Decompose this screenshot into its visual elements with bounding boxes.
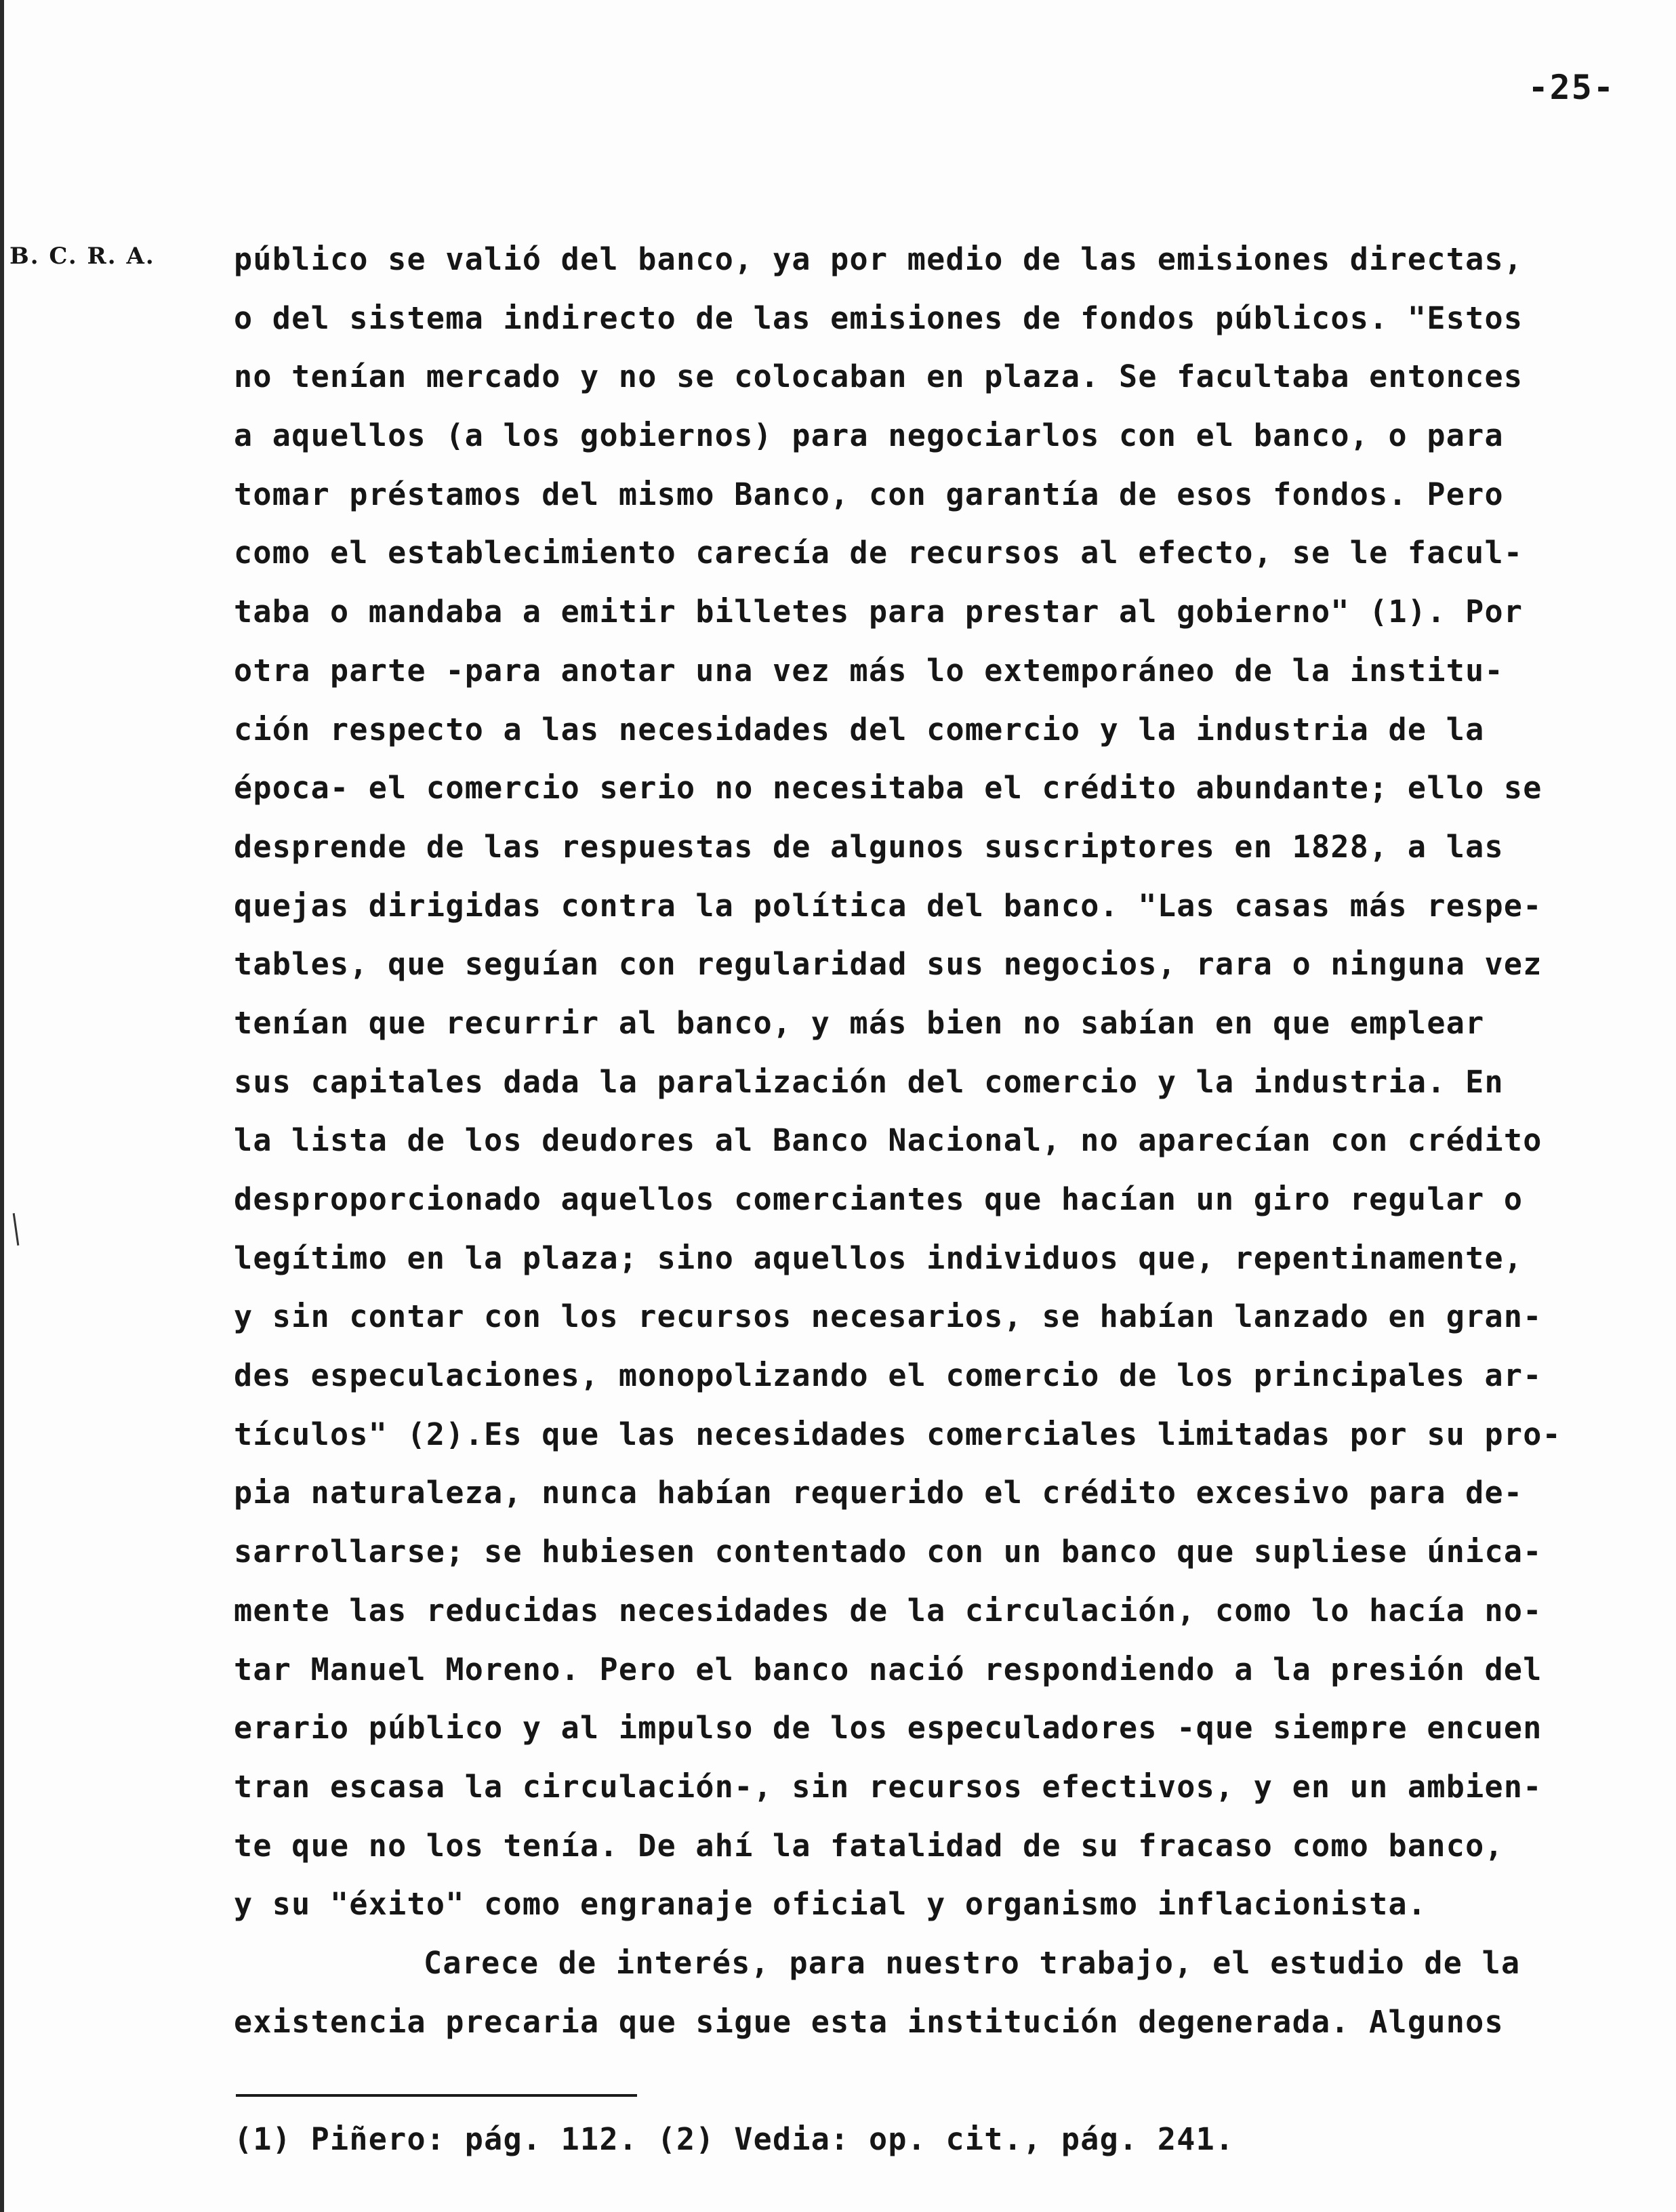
text-line: sus capitales dada la paralización del comercio y la industria. En <box>234 1063 1504 1100</box>
text-line: la lista de los deudores al Banco Nacional, no aparecían con crédito <box>234 1122 1542 1159</box>
margin-mark <box>13 1213 20 1246</box>
text-line: te que no los tenía. De ahí la fatalidad de su fracaso como banco, <box>234 1827 1504 1864</box>
footnote: (1) Piñero: pág. 112. (2) Vedia: op. cit., pág. 241. <box>234 2121 1235 2157</box>
text-line: sarrollarse; se hubiesen contentado con un banco que supliese única- <box>234 1534 1542 1570</box>
text-line: mente las reducidas necesidades de la circulación, como lo hacía no- <box>234 1592 1542 1629</box>
text-line: ción respecto a las necesidades del comercio y la industria de la <box>234 711 1485 747</box>
text-line: tomar préstamos del mismo Banco, con garantía de esos fondos. Pero <box>234 476 1504 512</box>
footnote-rule <box>236 2094 637 2097</box>
text-line: des especulaciones, monopolizando el comercio de los principales ar- <box>234 1357 1542 1394</box>
text-line: y sin contar con los recursos necesarios, se habían lanzado en gran- <box>234 1298 1542 1335</box>
text-line: época- el comercio serio no necesitaba el crédito abundante; ello se <box>234 770 1542 806</box>
margin-stamp: B. C. R. A. <box>9 243 155 270</box>
text-line: pia naturaleza, nunca habían requerido el crédito excesivo para de- <box>234 1475 1524 1511</box>
text-line: existencia precaria que sigue esta institución degenerada. Algunos <box>234 2003 1504 2040</box>
text-line: otra parte -para anotar una vez más lo extemporáneo de la institu- <box>234 652 1504 689</box>
text-line: quejas dirigidas contra la política del banco. "Las casas más respe- <box>234 887 1542 924</box>
text-line: público se valió del banco, ya por medio de las emisiones directas, <box>234 241 1524 277</box>
text-line: desprende de las respuestas de algunos suscriptores en 1828, a las <box>234 828 1504 865</box>
text-line: tar Manuel Moreno. Pero el banco nació respondiendo a la presión del <box>234 1651 1542 1687</box>
body-text <box>234 230 1664 2051</box>
text-line: tran escasa la circulación-, sin recursos efectivos, y en un ambien- <box>234 1768 1542 1805</box>
text-line: tenían que recurrir al banco, y más bien no sabían en que emplear <box>234 1004 1485 1041</box>
text-line: legítimo en la plaza; sino aquellos individuos que, repentinamente, <box>234 1240 1524 1276</box>
page-number: -25- <box>1528 68 1615 107</box>
text-line: tables, que seguían con regularidad sus negocios, rara o ninguna vez <box>234 946 1542 983</box>
paragraph-start-line: Carece de interés, para nuestro trabajo, el estudio de la <box>424 1944 1521 1981</box>
text-line: como el establecimiento carecía de recursos al efecto, se le facul- <box>234 535 1524 571</box>
text-line: a aquellos (a los gobiernos) para negociarlos con el banco, o para <box>234 417 1504 454</box>
text-line: erario público y al impulso de los especuladores -que siempre encuen <box>234 1710 1542 1746</box>
text-line: no tenían mercado y no se colocaban en plaza. Se facultaba entonces <box>234 359 1524 395</box>
scan-edge <box>0 0 4 2212</box>
text-line: desproporcionado aquellos comerciantes que hacían un giro regular o <box>234 1181 1524 1217</box>
text-line: y su "éxito" como engranaje oficial y organismo inflacionista. <box>234 1886 1427 1923</box>
text-line: o del sistema indirecto de las emisiones de fondos públicos. "Estos <box>234 300 1524 336</box>
text-line: tículos" (2).Es que las necesidades comerciales limitadas por su pro- <box>234 1416 1562 1452</box>
text-line: taba o mandaba a emitir billetes para prestar al gobierno" (1). Por <box>234 594 1524 630</box>
